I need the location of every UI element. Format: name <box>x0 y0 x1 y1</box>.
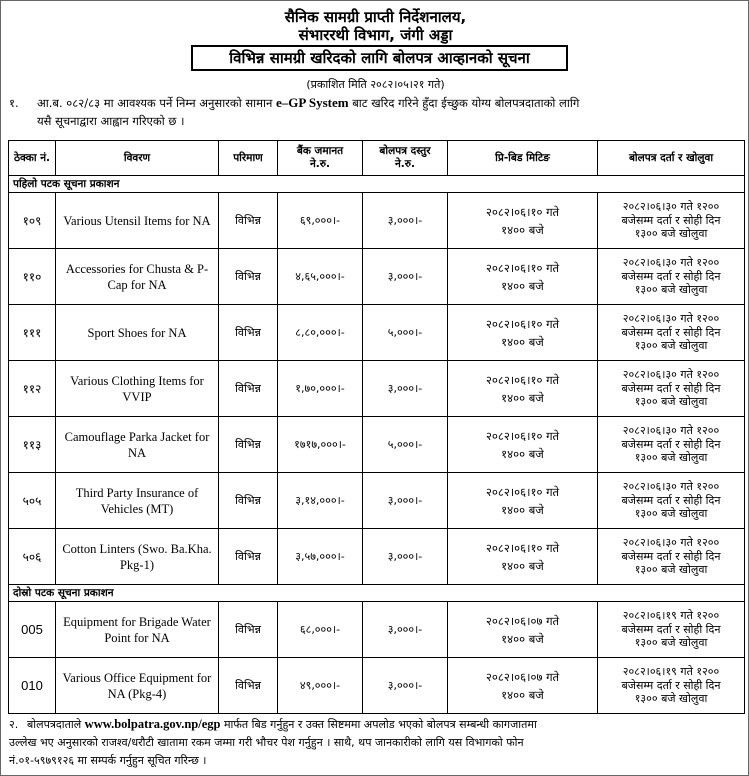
contract-number: ५०६ <box>9 529 56 585</box>
office-name: सैनिक सामग्री प्राप्ती निर्देशनालय, <box>284 8 467 26</box>
header-bank: बैंक जमानत ने.रु. <box>278 141 363 176</box>
intro-line-2: यसै सूचनाद्वारा आह्वान गरिएको छ । <box>37 114 185 128</box>
contract-number: ११३ <box>9 417 56 473</box>
bank-guarantee: ३,५७,०००।- <box>278 529 363 585</box>
bid-fee: ३,०००।- <box>363 473 448 529</box>
bid-registration-opening: २०८२।०६।३० गते १२०० बजेसम्म दर्ता र सोही दिन १३०० बजे खोलुवा <box>598 305 745 361</box>
bid-registration-opening: २०८२।०६।३० गते १२०० बजेसम्म दर्ता र सोही दिन १३०० बजे खोलुवा <box>598 361 745 417</box>
prebid-meeting: २०८२।०६।०७ गते १४०० बजे <box>448 602 598 658</box>
contract-number: 010 <box>9 658 56 714</box>
bid-registration-opening: २०८२।०६।३० गते १२०० बजेसम्म दर्ता र सोही दिन १३०० बजे खोलुवा <box>598 417 745 473</box>
contract-number: १०९ <box>9 193 56 249</box>
bank-guarantee: १,७०,०००।- <box>278 361 363 417</box>
item-quantity: विभिन्न <box>219 305 278 361</box>
table-row <box>9 305 745 361</box>
contract-number: ११२ <box>9 361 56 417</box>
bid-registration-opening: २०८२।०६।३० गते १२०० बजेसम्म दर्ता र सोही दिन १३०० बजे खोलुवा <box>598 193 745 249</box>
intro-text-b: बाट खरिद गरिने हुँदा ईच्छुक योग्य बोलपत्रदाताको लागि <box>348 96 580 110</box>
prebid-meeting: २०८२।०६।१० गते १४०० बजे <box>448 529 598 585</box>
prebid-meeting: २०८२।०६।१० गते १४०० बजे <box>448 305 598 361</box>
section-first-publication: पहिलो पटक सूचना प्रकाशन <box>9 176 745 193</box>
item-quantity: विभिन्न <box>219 602 278 658</box>
section-second-publication: दोस्रो पटक सूचना प्रकाशन <box>9 585 745 602</box>
contract-number: 005 <box>9 602 56 658</box>
bank-guarantee: ४,६५,०००।- <box>278 249 363 305</box>
footer-text-b: मार्फत बिड गर्नुहुन र उक्त सिष्टममा अपलोड भएको बोलपत्र सम्बन्धी कागजातमा <box>220 718 537 731</box>
item-quantity: विभिन्न <box>219 417 278 473</box>
item-description: Sport Shoes for NA <box>56 305 219 361</box>
tender-table <box>8 140 745 714</box>
item-description: Camouflage Parka Jacket for NA <box>56 417 219 473</box>
egp-system: e–GP System <box>276 95 349 110</box>
table-row <box>9 658 745 714</box>
bid-fee: ३,०००।- <box>363 658 448 714</box>
table-row <box>9 529 745 585</box>
prebid-meeting: २०८२।०६।१० गते १४०० बजे <box>448 417 598 473</box>
bid-registration-opening: २०८२।०६।३० गते १२०० बजेसम्म दर्ता र सोही दिन १३०० बजे खोलुवा <box>598 529 745 585</box>
table-row <box>9 417 745 473</box>
bid-fee: ५,०००।- <box>363 417 448 473</box>
header-registration: बोलपत्र दर्ता र खोलुवा <box>598 141 745 176</box>
table-header-row <box>9 141 745 176</box>
bid-registration-opening: २०८२।०६।१९ गते १२०० बजेसम्म दर्ता र सोही दिन १३०० बजे खोलुवा <box>598 658 745 714</box>
bid-fee: ३,०००।- <box>363 529 448 585</box>
bank-guarantee: १७१७,०००।- <box>278 417 363 473</box>
prebid-meeting: २०८२।०६।१० गते १४०० बजे <box>448 473 598 529</box>
item-description: Equipment for Brigade Water Point for NA <box>56 602 219 658</box>
bid-registration-opening: २०८२।०६।३० गते १२०० बजेसम्म दर्ता र सोही दिन १३०० बजे खोलुवा <box>598 473 745 529</box>
prebid-meeting: २०८२।०६।०७ गते १४०० बजे <box>448 658 598 714</box>
item-description: Various Clothing Items for VVIP <box>56 361 219 417</box>
table-row <box>9 361 745 417</box>
notice-title: विभिन्न सामग्री खरिदको लागि बोलपत्र आव्हानको सूचना <box>191 45 568 71</box>
bank-guarantee: ८,८०,०००।- <box>278 305 363 361</box>
table-row <box>9 249 745 305</box>
item-quantity: विभिन्न <box>219 249 278 305</box>
intro-number: १. <box>9 96 19 110</box>
bolpatra-url[interactable]: www.bolpatra.gov.np/egp <box>84 717 221 731</box>
footer-text-a: बोलपत्रदाताले <box>27 718 85 731</box>
prebid-meeting: २०८२।०६।१० गते १४०० बजे <box>448 193 598 249</box>
contract-number: ५०५ <box>9 473 56 529</box>
bid-registration-opening: २०८२।०६।३० गते १२०० बजेसम्म दर्ता र सोही दिन १३०० बजे खोलुवा <box>598 249 745 305</box>
header-fee: बोलपत्र दस्तुर ने.रु. <box>363 141 448 176</box>
footer-paragraph <box>9 715 745 770</box>
intro-paragraph <box>9 94 744 130</box>
table-row <box>9 473 745 529</box>
bid-fee: ३,०००।- <box>363 602 448 658</box>
prebid-meeting: २०८२।०६।१० गते १४०० बजे <box>448 249 598 305</box>
item-quantity: विभिन्न <box>219 473 278 529</box>
item-quantity: विभिन्न <box>219 658 278 714</box>
bid-fee: ५,०००।- <box>363 305 448 361</box>
bid-fee: ३,०००।- <box>363 361 448 417</box>
header-desc: विवरण <box>56 141 219 176</box>
intro-text-a: आ.ब. ०८२/८३ मा आवश्यक पर्ने निम्न अनुसारको सामान <box>37 96 276 110</box>
published-date: (प्रकाशित मिति २०८२।०५।२१ गते) <box>306 78 445 91</box>
item-description: Accessories for Chusta & P- Cap for NA <box>56 249 219 305</box>
bank-guarantee: ३,१४,०००।- <box>278 473 363 529</box>
footer-line-3: नं.०१-५९७९१२६ मा सम्पर्क गर्नुहुन सूचित गरिन्छ । <box>9 754 207 767</box>
item-description: Third Party Insurance of Vehicles (MT) <box>56 473 219 529</box>
bank-guarantee: ६८,०००।- <box>278 602 363 658</box>
item-quantity: विभिन्न <box>219 529 278 585</box>
item-quantity: विभिन्न <box>219 193 278 249</box>
department-name: संभाररथी विभाग, जंगी अड्डा <box>298 26 453 44</box>
contract-number: १११ <box>9 305 56 361</box>
item-description: Various Utensil Items for NA <box>56 193 219 249</box>
item-description: Cotton Linters (Swo. Ba.Kha. Pkg-1) <box>56 529 219 585</box>
bank-guarantee: ६९,०००।- <box>278 193 363 249</box>
footer-line-2: उल्लेख भए अनुसारको राजश्व/धरौटी खातामा रकम जम्मा गरी भौचर पेश गर्नुहुन । साथै, थप जानकारीको लागि यस विभागको फोन <box>9 736 524 749</box>
contract-number: ११० <box>9 249 56 305</box>
bid-fee: ३,०००।- <box>363 249 448 305</box>
bid-fee: ३,०००।- <box>363 193 448 249</box>
prebid-meeting: २०८२।०६।१० गते १४०० बजे <box>448 361 598 417</box>
header-qty: परिमाण <box>219 141 278 176</box>
table-row <box>9 602 745 658</box>
bank-guarantee: ४९,०००।- <box>278 658 363 714</box>
bid-registration-opening: २०८२।०६।१९ गते १२०० बजेसम्म दर्ता र सोही दिन १३०० बजे खोलुवा <box>598 602 745 658</box>
item-description: Various Office Equipment for NA (Pkg-4) <box>56 658 219 714</box>
item-quantity: विभिन्न <box>219 361 278 417</box>
header-sn: ठेक्का नं. <box>9 141 56 176</box>
header-prebid: प्रि-बिड मिटिङ <box>448 141 598 176</box>
footer-number: २. <box>9 718 19 731</box>
table-row <box>9 193 745 249</box>
